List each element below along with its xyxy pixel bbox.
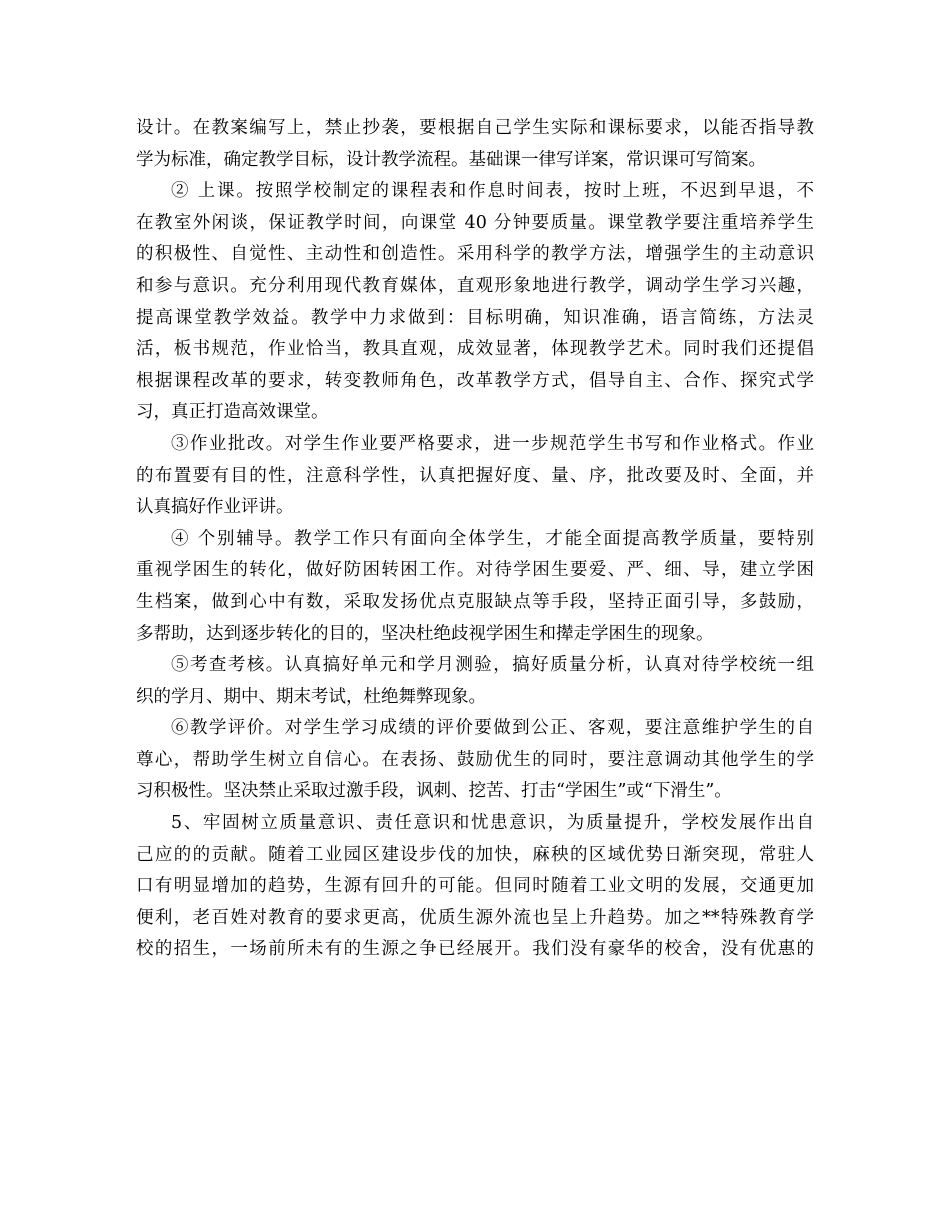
text-line: 己应的的贡献。随着工业园区建设步伐的加快，麻秧的区域优势日渐突现，常驻人 <box>136 844 814 865</box>
text-line: 便利，老百姓对教育的要求更高，优质生源外流也呈上升趋势。加之**特殊教育学 <box>136 907 814 928</box>
text-line: 多帮助，达到逐步转化的目的，坚决杜绝歧视学困生和撵走学困生的现象。 <box>136 623 714 644</box>
text-line: ④ 个别辅导。教学工作只有面向全体学生，才能全面提高教学质量，要特别 <box>171 528 814 549</box>
text-line: 习积极性。坚决禁止采取过激手段，讽刺、挖苦、打击“学困生”或“下滑生”。 <box>136 781 732 802</box>
text-line: 活，板书规范，作业恰当，教具直观，成效显著，体现教学艺术。同时我们还提倡 <box>136 339 814 360</box>
text-line: 校的招生，一场前所未有的生源之争已经展开。我们没有豪华的校舍，没有优惠的 <box>136 939 814 960</box>
paragraph-assessment <box>136 650 814 713</box>
text-line: 重视学困生的转化，做好防困转困工作。对待学困生要爱、严、细、导，建立学困 <box>136 560 814 581</box>
text-line: 的布置要有目的性，注意科学性，认真把握好度、量、序，批改要及时、全面，并 <box>136 465 814 486</box>
text-line: 提高课堂教学效益。教学中力求做到：目标明确，知识准确，语言简练，方法灵 <box>136 307 814 328</box>
paragraph-teaching-evaluation <box>136 713 814 808</box>
text-line: 尊心，帮助学生树立自信心。在表扬、鼓励优生的同时，要注意调动其他学生的学 <box>136 749 814 770</box>
text-line: 的积极性、自觉性、主动性和创造性。采用科学的教学方法，增强学生的主动意识 <box>136 244 814 265</box>
paragraph-class-teaching <box>136 176 814 429</box>
text-line: 在教室外闲谈，保证教学时间，向课堂 40 分钟要质量。课堂教学要注重培养学生 <box>136 212 814 233</box>
text-line: ⑥教学评价。对学生学习成绩的评价要做到公正、客观，要注意维护学生的自 <box>171 718 814 739</box>
text-line: 设计。在教案编写上，禁止抄袭，要根据自己学生实际和课标要求，以能否指导教 <box>136 118 814 138</box>
text-line: ② 上课。按照学校制定的课程表和作息时间表，按时上班，不迟到早退，不 <box>171 181 814 202</box>
text-line: 口有明显增加的趋势，生源有回升的可能。但同时随着工业文明的发展，交通更加 <box>136 876 814 897</box>
text-line: 学为标准，确定教学目标，设计教学流程。基础课一律写详案，常识课可写简案。 <box>136 149 766 170</box>
text-line: 认真搞好作业评讲。 <box>136 497 294 518</box>
paragraph-individual-tutoring <box>136 524 814 650</box>
paragraph-lesson-plan <box>136 113 814 176</box>
text-line: 5、牢固树立质量意识、责任意识和忧患意识，为质量提升，学校发展作出自 <box>171 813 814 834</box>
text-line: 根据课程改革的要求，转变教师角色，改革教学方式，倡导自主、合作、探究式学 <box>136 370 814 391</box>
document-page <box>136 113 814 966</box>
text-line: 织的学月、期中、期末考试，杜绝舞弊现象。 <box>136 686 486 707</box>
text-line: 和参与意识。充分利用现代教育媒体，直观形象地进行教学，调动学生学习兴趣， <box>136 275 814 296</box>
text-line: 生档案，做到心中有数，采取发扬优点克服缺点等手段，坚持正面引导，多鼓励， <box>136 591 814 612</box>
text-line: ⑤考查考核。认真搞好单元和学月测验，搞好质量分析，认真对待学校统一组 <box>171 655 814 676</box>
text-line: ③作业批改。对学生作业要严格要求，进一步规范学生书写和作业格式。作业 <box>171 433 814 454</box>
text-line: 习，真正打造高效课堂。 <box>136 402 329 423</box>
paragraph-quality-awareness <box>136 808 814 966</box>
paragraph-homework-correction <box>136 429 814 524</box>
